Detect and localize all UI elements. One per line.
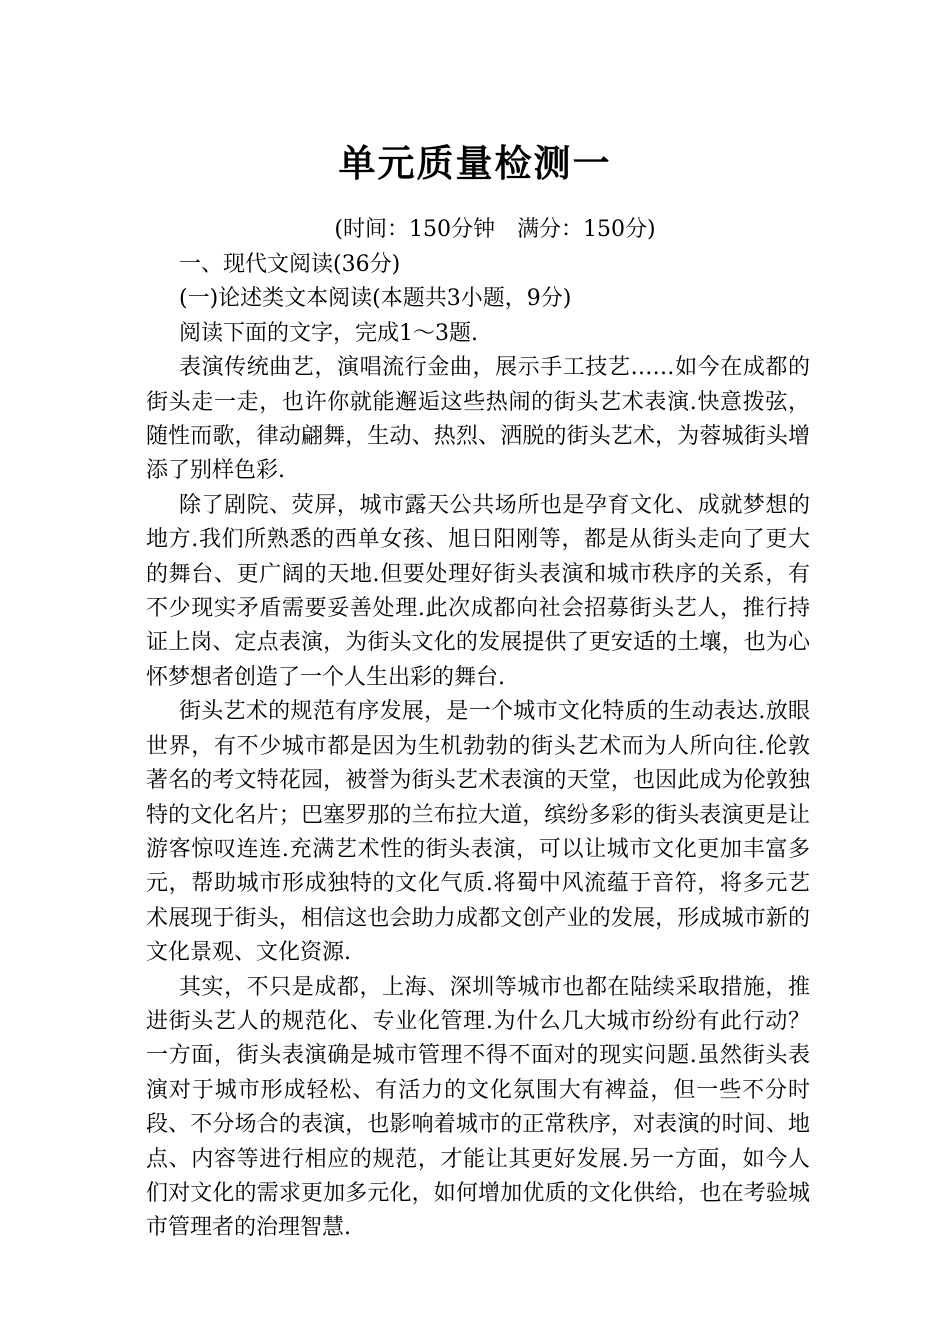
passage-paragraph: 表演传统曲艺，演唱流行金曲，展示手工技艺……如今在成都的街头走一走，也许你就能邂逅这些热闹的街头艺术表演.快意拨弦，随性而歌，律动翩舞，生动、热烈、洒脱的街头艺术，为蓉城街头增添了别样色彩. (146, 355, 810, 484)
reading-instruction: 阅读下面的文字，完成1～3题. (179, 320, 478, 346)
passage-paragraph: 街头艺术的规范有序发展，是一个城市文化特质的生动表达.放眼世界，有不少城市都是因为生机勃勃的街头艺术而为人所向往.伦敦著名的考文特花园，被誉为街头艺术表演的天堂，也因此成为伦敦独特的文化名片；巴塞罗那的兰布拉大道，缤纷多彩的街头表演更是让游客惊叹连连.充满艺术性的街头表演，可以让城市文化更加丰富多元，帮助城市形成独特的文化气质.将蜀中风流蕴于音符，将多元艺术展现于街头，相信这也会助力成都文创产业的发展，形成城市新的文化景观、文化资源. (146, 699, 810, 966)
passage-paragraph: 除了剧院、荧屏，城市露天公共场所也是孕育文化、成就梦想的地方.我们所熟悉的西单女孩、旭日阳刚等，都是从街头走向了更大的舞台、更广阔的天地.但要处理好街头表演和城市秩序的关系，有不少现实矛盾需要妥善处理.此次成都向社会招募街头艺人，推行持证上岗、定点表演，为街头文化的发展提供了更安适的土壤，也为心怀梦想者创造了一个人生出彩的舞台. (146, 492, 810, 690)
passage-paragraph: 其实，不只是成都，上海、深圳等城市也都在陆续采取措施，推进街头艺人的规范化、专业化管理.为什么几大城市纷纷有此行动？一方面，街头表演确是城市管理不得不面对的现实问题.虽然街头表演对于城市形成轻松、有活力的文化氛围大有裨益，但一些不分时段、不分场合的表演，也影响着城市的正常秩序，对表演的时间、地点、内容等进行相应的规范，才能让其更好发展.另一方面，如今人们对文化的需求更加多元化，如何增加优质的文化供给，也在考验城市管理者的治理智慧. (146, 974, 810, 1241)
document-body (146, 248, 810, 1246)
subsection-heading: (一)论述类文本阅读(本题共3小题，9分) (179, 286, 572, 312)
section-heading: 一、现代文阅读(36分) (179, 252, 401, 277)
exam-time-and-score: (时间：150分钟 满分：150分) (334, 217, 656, 242)
document-title: 单元质量检测一 (338, 141, 612, 185)
